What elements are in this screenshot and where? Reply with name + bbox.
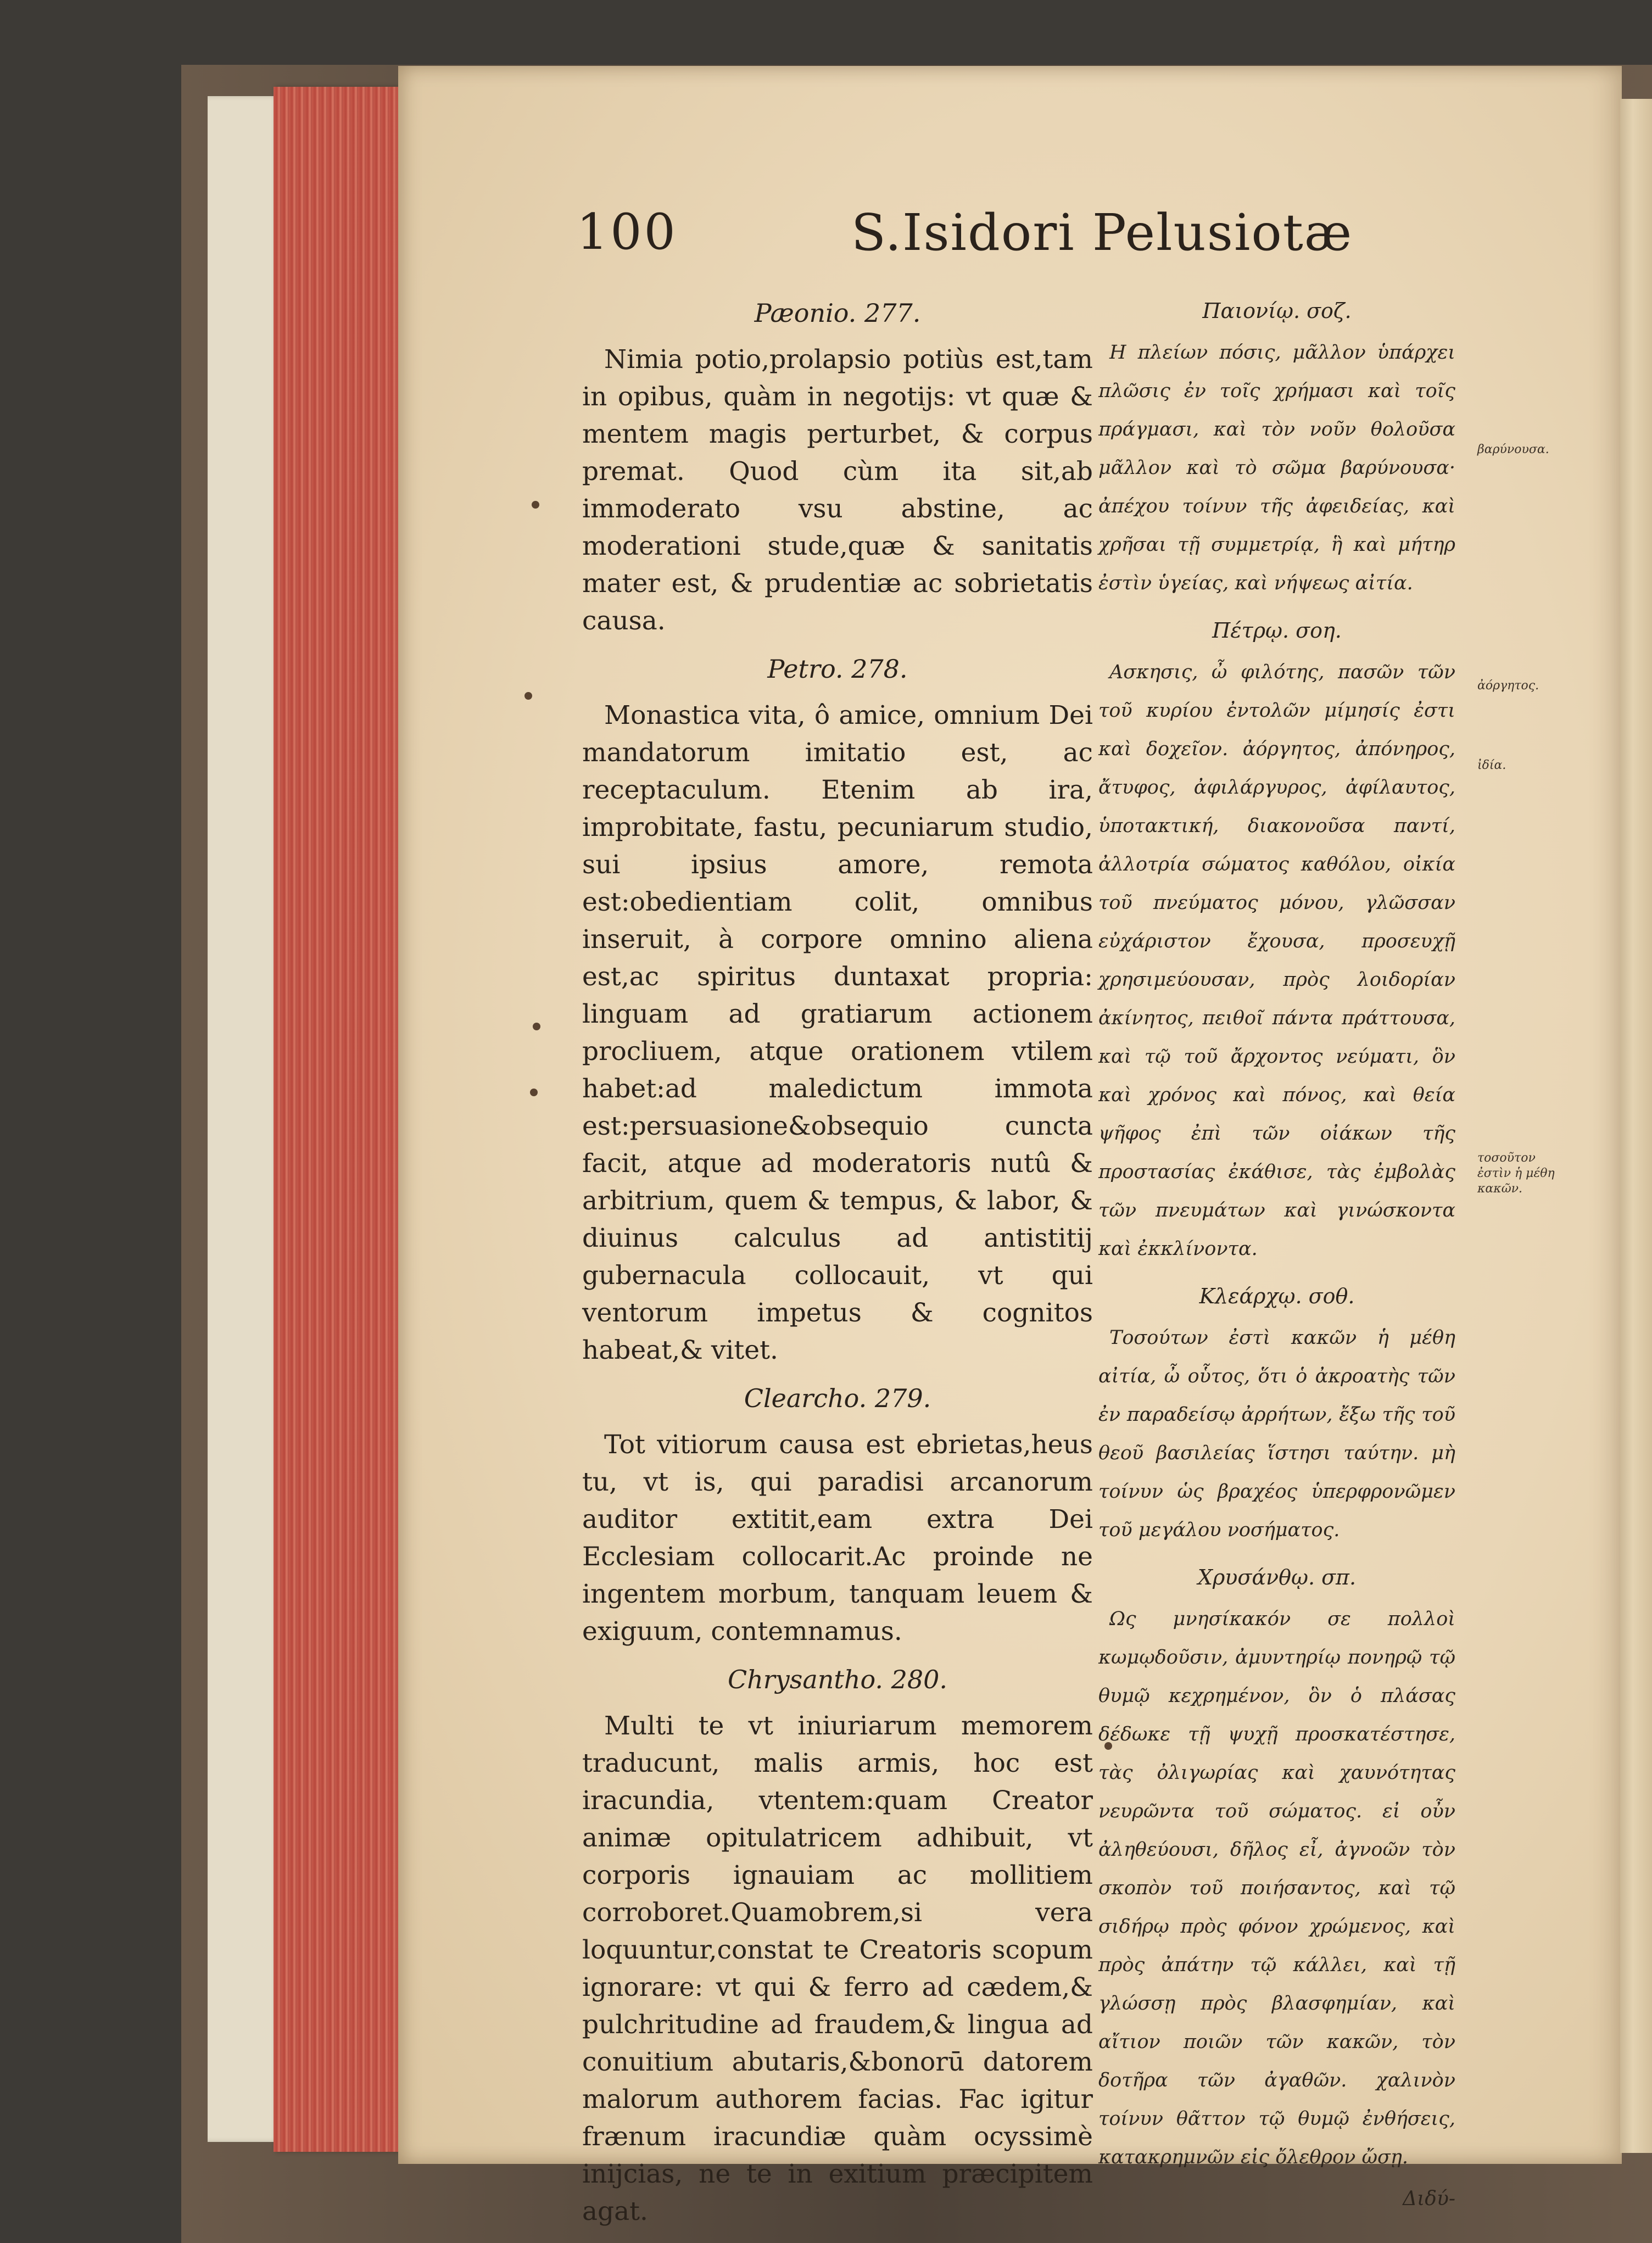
letter-heading: Petro. 278. bbox=[767, 654, 908, 684]
greek-letter bbox=[1098, 1279, 1455, 1549]
greek-letter bbox=[1098, 294, 1455, 602]
catchword: Διδύ- bbox=[1403, 2188, 1455, 2210]
letter-heading: Clearcho. 279. bbox=[744, 1383, 931, 1413]
letter-heading: Παιονίῳ. σοζ. bbox=[1202, 299, 1352, 323]
letter-text: Nimia potio,prolapsio potiùs est,tam in opibus, quàm in negotijs: vt quæ & mentem magis perturbet, & corpus premat. Quod cùm ita sit,ab immoderato vsu abstine, ac moderationi stude,quæ & sanitatis mater est, & prudentiæ ac sobrietatis causa. bbox=[582, 344, 1093, 636]
margin-note: βαρύνουσα. bbox=[1477, 443, 1549, 456]
latin-letter bbox=[582, 294, 1093, 640]
letter-text: Ως μνησίκακόν σε πολλοὶ κωμῳδοῦσιν, ἀμυντηρίῳ πονηρῷ τῷ θυμῷ κεχρημένον, ὃν ὁ πλάσας δέδωκε τῇ ψυχῇ προσκατέστησε, τὰς ὀλιγωρίας καὶ χαυνότητας νευρῶντα τοῦ σώματος. εἰ οὖν ἀληθεύουσι, δῆλος εἶ, ἀγνοῶν τὸν σκοπὸν τοῦ ποιήσαντος, καὶ τῷ σιδήρῳ πρὸς φόνον χρώμενος, καὶ πρὸς ἀπάτην τῷ κάλλει, καὶ τῇ γλώσσῃ πρὸς βλασφημίαν, καὶ αἴτιον ποιῶν τῶν κακῶν, τὸν δοτῆρα τῶν ἀγαθῶν. χαλινὸν τοίνυν θᾶττον τῷ θυμῷ ἐνθήσεις, κατακρημνῶν εἰς ὄλεθρον ὤσῃ. bbox=[1098, 1608, 1455, 2168]
letter-text: Monastica vita, ô amice, omnium Dei mandatorum imitatio est, ac receptaculum. Etenim ab ira, improbitate, fastu, pecuniarum studio, sui ipsius amore, remota est:obedientiam colit, omnibus inseruit, à corpore omnino aliena est,ac spiritus duntaxat propria: linguam ad gratiarum actionem procliuem, atque orationem vtilem habet:ad maledictum immota est:persuasione&obsequio cuncta facit, atque ad moderatoris nutû & arbitrium, quem & tempus, & labor, & diuinus calculus ad antistitij gubernacula collocauit, vt qui ventorum impetus & cognitos habeat,& vitet. bbox=[582, 700, 1093, 1365]
latin-column bbox=[582, 294, 1093, 2240]
letter-heading: Chrysantho. 280. bbox=[727, 1665, 948, 1694]
margin-note: τοσοῦτον ἐστὶν ἡ μέθη κακῶν. bbox=[1477, 1151, 1555, 1196]
letter-text: Multi te vt iniuriarum memorem traducunt, malis armis, hoc est iracundia, vtentem:quam Creator animæ opitulatricem adhibuit, vt corporis ignauiam ac mollitiem corroboret.Quamobrem,si vera loquuntur,constat te Creatoris scopum ignorare: vt qui & ferro ad cædem,& pulchritudine ad fraudem,& lingua ad conuitium abutaris,&bonorū datorem malorum authorem facias. Fac igitur frænum iracundiæ quàm ocyssimè inijcias, ne te in exitium præcipitem agat. bbox=[582, 1711, 1093, 2227]
latin-letter bbox=[582, 1660, 1093, 2230]
margin-note: ἀόργητος. bbox=[1477, 679, 1539, 693]
letter-heading: Πέτρῳ. σοη. bbox=[1212, 618, 1342, 643]
next-page-edge bbox=[1620, 99, 1652, 2153]
latin-letter bbox=[582, 1379, 1093, 1650]
letter-text: Τοσούτων ἐστὶ κακῶν ἡ μέθη αἰτία, ὦ οὗτος, ὅτι ὁ ἀκροατὴς τῶν ἐν παραδείσῳ ἀρρήτων, ἔξω τῆς τοῦ θεοῦ βασιλείας ἵστησι ταύτην. μὴ τοίνυν ὡς βραχέος ὑπερφρονῶμεν τοῦ μεγάλου νοσήματος. bbox=[1098, 1327, 1455, 1541]
page-number: 100 bbox=[577, 203, 678, 261]
wormhole bbox=[533, 1023, 540, 1030]
greek-column bbox=[1098, 294, 1455, 2210]
greek-letter bbox=[1098, 613, 1455, 1268]
running-title: S.Isidori Pelusiotæ bbox=[851, 203, 1353, 262]
letter-heading: Κλεάρχῳ. σοθ. bbox=[1199, 1284, 1355, 1308]
page-header bbox=[577, 203, 1554, 269]
letter-text: Tot vitiorum causa est ebrietas,heus tu, vt is, qui paradisi arcanorum auditor extitit,eam extra Dei Ecclesiam collocarit.Ac proinde ne ingentem morbum, tanquam leuem & exiguum, contemnamus. bbox=[582, 1430, 1093, 1647]
red-page-edges bbox=[274, 87, 400, 2152]
margin-note: ἰδία. bbox=[1477, 758, 1506, 772]
greek-letter bbox=[1098, 1560, 1455, 2177]
letter-heading: Χρυσάνθῳ. σπ. bbox=[1197, 1565, 1357, 1589]
wormhole bbox=[530, 1089, 538, 1096]
letter-text: Η πλείων πόσις, μᾶλλον ὑπάρχει πλῶσις ἐν τοῖς χρήμασι καὶ τοῖς πράγμασι, καὶ τὸν νοῦν θολοῦσα μᾶλλον καὶ τὸ σῶμα βαρύνουσα· ἀπέχου τοίνυν τῆς ἀφειδείας, καὶ χρῆσαι τῇ συμμετρίᾳ, ἣ καὶ μήτηρ ἐστὶν ὑγείας, καὶ νήψεως αἰτία. bbox=[1098, 342, 1455, 594]
wormhole bbox=[524, 692, 532, 700]
letter-heading: Pæonio. 277. bbox=[754, 298, 921, 328]
letter-text: Ασκησις, ὦ φιλότης, πασῶν τῶν τοῦ κυρίου ἐντολῶν μίμησίς ἐστι καὶ δοχεῖον. ἀόργητος, ἀπόνηρος, ἄτυφος, ἀφιλάργυρος, ἀφίλαυτος, ὑποτακτική, διακονοῦσα παντί, ἀλλοτρία σώματος καθόλου, οἰκία τοῦ πνεύματος μόνου, γλῶσσαν εὐχάριστον ἔχουσα, προσευχῇ χρησιμεύουσαν, πρὸς λοιδορίαν ἀκίνητος, πειθοῖ πάντα πράττουσα, καὶ τῷ τοῦ ἄρχοντος νεύματι, ὃν καὶ χρόνος καὶ πόνος, καὶ θεία ψῆφος ἐπὶ τῶν οἰάκων τῆς προστασίας ἐκάθισε, τὰς ἐμβολὰς τῶν πνευμάτων καὶ γινώσκοντα καὶ ἐκκλίνοντα. bbox=[1098, 661, 1455, 1260]
wormhole bbox=[532, 501, 539, 509]
latin-letter bbox=[582, 650, 1093, 1369]
